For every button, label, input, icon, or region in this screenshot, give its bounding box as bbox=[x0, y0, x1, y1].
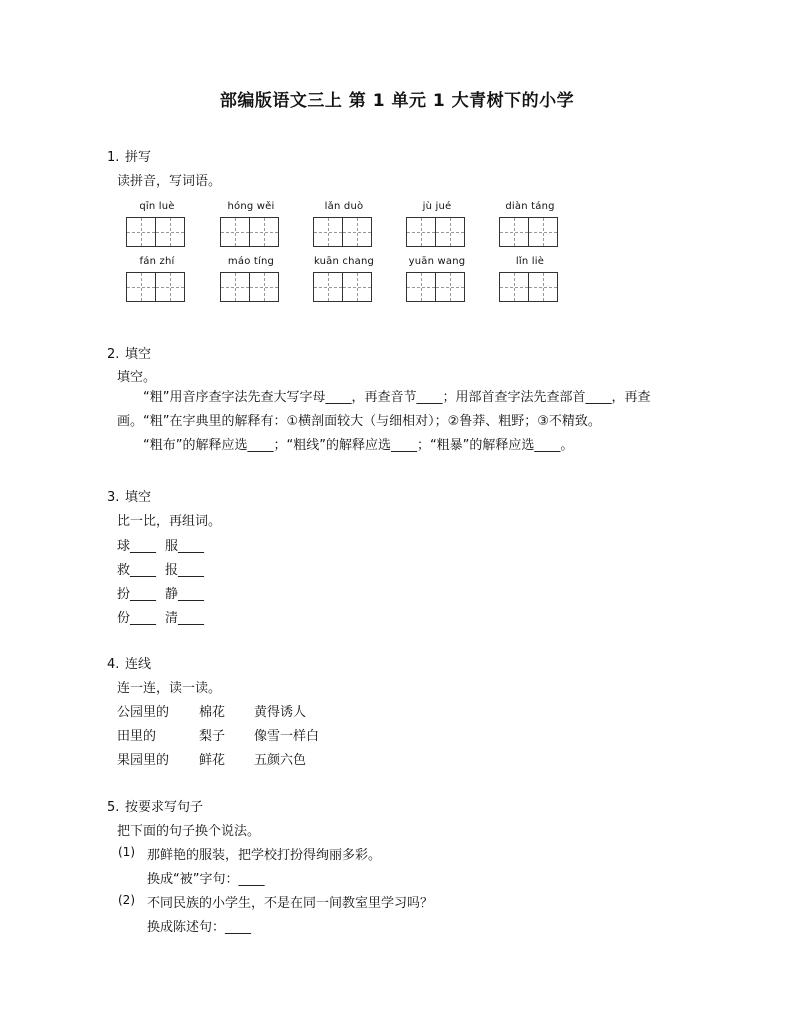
question-2-heading bbox=[107, 343, 151, 362]
question-4-instruction: 连一连，读一读。 bbox=[117, 681, 222, 696]
compare-word: 静____ bbox=[165, 587, 205, 602]
match-right[interactable]: 五颜六色 bbox=[254, 753, 307, 768]
question-title: 填空 bbox=[125, 347, 152, 362]
pinyin-text: qīn luè bbox=[139, 201, 175, 212]
item-sentence: 那鲜艳的服装，把学校打扮得绚丽多彩。 bbox=[147, 848, 382, 863]
writing-boxes[interactable] bbox=[126, 272, 185, 302]
match-left[interactable]: 公园里的 bbox=[117, 705, 170, 720]
question-4-heading bbox=[107, 653, 151, 672]
question-3-instruction: 比一比，再组词。 bbox=[117, 514, 222, 529]
writing-boxes[interactable] bbox=[406, 217, 465, 247]
question-title: 填空 bbox=[125, 490, 152, 505]
writing-boxes[interactable] bbox=[126, 217, 185, 247]
pinyin-text: diàn táng bbox=[505, 201, 555, 212]
writing-boxes[interactable] bbox=[220, 217, 279, 247]
paragraph-line: “粗布”的解释应选____；“粗线”的解释应选____；“粗暴”的解释应选____。 bbox=[143, 438, 574, 453]
writing-boxes[interactable] bbox=[499, 217, 558, 247]
question-5-instruction: 把下面的句子换个说法。 bbox=[117, 824, 261, 839]
paragraph-line: “粗”用音序查字法先查大写字母____，再查音节____；用部首查字法先查部首____，再查 bbox=[143, 390, 651, 405]
match-right[interactable]: 黄得诱人 bbox=[254, 705, 307, 720]
match-left[interactable]: 田里的 bbox=[117, 729, 157, 744]
writing-boxes[interactable] bbox=[313, 272, 372, 302]
question-title: 拼写 bbox=[125, 150, 152, 165]
question-1-instruction: 读拼音，写词语。 bbox=[117, 174, 222, 189]
question-number: 2. bbox=[107, 347, 120, 362]
writing-boxes[interactable] bbox=[220, 272, 279, 302]
writing-boxes[interactable] bbox=[406, 272, 465, 302]
match-left[interactable]: 果园里的 bbox=[117, 753, 170, 768]
match-middle[interactable]: 梨子 bbox=[199, 729, 226, 744]
page-title: 部编版语文三上 第 1 单元 1 大青树下的小学 bbox=[219, 91, 575, 111]
pinyin-text: lǐn liè bbox=[515, 256, 545, 267]
pinyin-text: lǎn duò bbox=[324, 201, 364, 212]
item-label: (2) bbox=[118, 893, 135, 907]
compare-word: 份____ bbox=[117, 611, 157, 626]
item-sentence: 不同民族的小学生，不是在同一间教室里学习吗？ bbox=[147, 896, 434, 911]
pinyin-text: jù jué bbox=[422, 201, 452, 212]
question-title: 按要求写句子 bbox=[125, 800, 204, 815]
paragraph-line: 画。“粗”在字典里的解释有：①横剖面较大（与细相对）；②鲁莽、粗野；③不精致。 bbox=[117, 414, 601, 429]
writing-boxes[interactable] bbox=[313, 217, 372, 247]
compare-word: 报____ bbox=[165, 563, 205, 578]
item-task[interactable]: 换成陈述句：____ bbox=[147, 920, 252, 935]
pinyin-text: hóng wěi bbox=[227, 201, 275, 212]
pinyin-text: yuān wang bbox=[408, 256, 466, 267]
question-number: 3. bbox=[107, 490, 120, 505]
compare-word: 救____ bbox=[117, 563, 157, 578]
pinyin-text: kuān chang bbox=[313, 256, 375, 267]
item-task[interactable]: 换成“被”字句：____ bbox=[147, 872, 265, 887]
pinyin-text: máo tíng bbox=[227, 256, 275, 267]
question-1-heading bbox=[107, 146, 151, 165]
match-right[interactable]: 像雪一样白 bbox=[254, 729, 320, 744]
question-2-paragraph bbox=[117, 386, 707, 458]
writing-boxes[interactable] bbox=[499, 272, 558, 302]
compare-word: 服____ bbox=[165, 539, 205, 554]
question-5-heading bbox=[107, 796, 203, 815]
question-title: 连线 bbox=[125, 657, 152, 672]
question-number: 5. bbox=[107, 800, 120, 815]
compare-word: 扮____ bbox=[117, 587, 157, 602]
question-number: 4. bbox=[107, 657, 120, 672]
question-3-heading bbox=[107, 486, 151, 505]
compare-word: 球____ bbox=[117, 539, 157, 554]
compare-word: 清____ bbox=[165, 611, 205, 626]
item-label: (1) bbox=[118, 845, 135, 859]
match-middle[interactable]: 棉花 bbox=[199, 705, 226, 720]
question-number: 1. bbox=[107, 150, 120, 165]
match-middle[interactable]: 鲜花 bbox=[199, 753, 226, 768]
pinyin-text: fán zhí bbox=[139, 256, 175, 267]
question-2-instruction: 填空。 bbox=[117, 370, 157, 385]
